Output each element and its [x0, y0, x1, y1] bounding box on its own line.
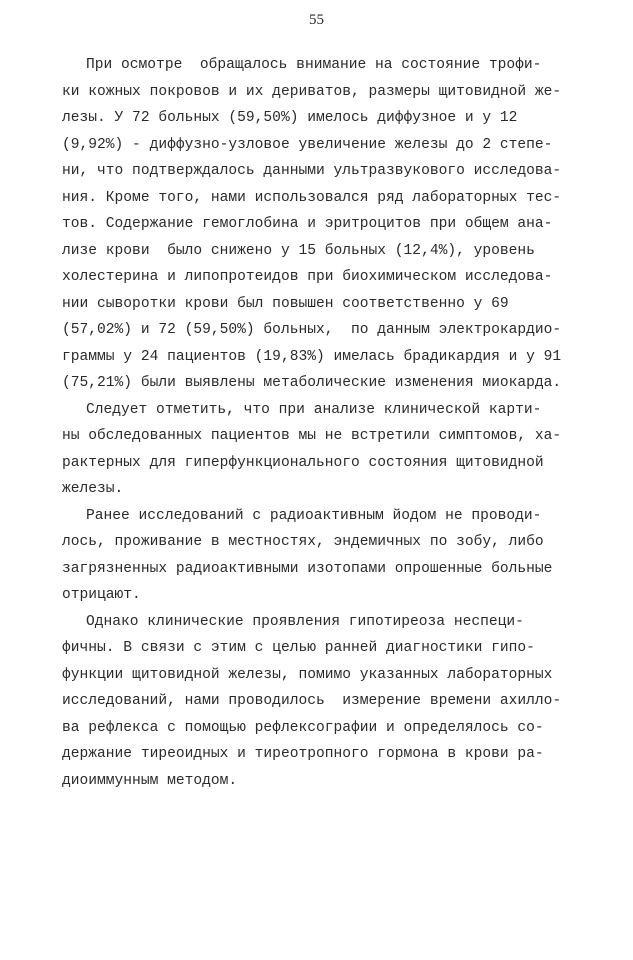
- text-line: (57,02%) и 72 (59,50%) больных, по данным электрокардио-: [62, 322, 562, 338]
- text-line: Ранее исследований с радиоактивным йодом не проводи-: [86, 507, 542, 524]
- text-line: ния. Кроме того, нами использовался ряд лабораторных тес-: [62, 189, 562, 206]
- text-line: загрязненных радиоактивными изотопами опрошенные больные: [62, 560, 553, 577]
- paragraph: [62, 397, 602, 503]
- paragraph: [62, 503, 602, 609]
- text-line: холестерина и липопротеидов при биохимическом исследова-: [62, 269, 553, 285]
- text-line: рактерных для гиперфункционального состояния щитовидной: [62, 454, 544, 471]
- paragraph: [62, 52, 602, 397]
- text-line: лизе крови было снижено у 15 больных (12,4%), уровень: [62, 242, 535, 259]
- text-line: диоиммунным методом.: [62, 772, 238, 789]
- text-line: держание тиреоидных и тиреотропного гормона в крови ра-: [62, 746, 544, 762]
- paragraph: [62, 609, 602, 795]
- text-line: ны обследованных пациентов мы не встретили симптомов, ха-: [62, 428, 562, 444]
- text-line: исследований, нами проводилось измерение времени ахилло-: [62, 693, 562, 709]
- text-line: ки кожных покровов и их дериватов, размеры щитовидной же-: [62, 83, 562, 100]
- text-line: граммы у 24 пациентов (19,83%) имелась брадикардия и у 91: [62, 348, 562, 365]
- document-body: [62, 52, 602, 794]
- text-line: ни, что подтверждалось данными ультразвукового исследова-: [62, 163, 562, 179]
- page-number: 55: [309, 12, 324, 28]
- text-line: нии сыворотки крови был повышен соответственно у 69: [62, 295, 509, 312]
- text-line: отрицают.: [62, 587, 141, 603]
- text-line: лось, проживание в местностях, эндемичных по зобу, либо: [62, 534, 544, 550]
- text-line: Следует отметить, что при анализе клинической карти-: [86, 401, 542, 418]
- text-line: железы.: [62, 481, 124, 497]
- text-line: (75,21%) были выявлены метаболические изменения миокарда.: [62, 375, 562, 391]
- text-line: ва рефлекса с помощью рефлексографии и определялось со-: [62, 719, 544, 736]
- text-line: функции щитовидной железы, помимо указанных лабораторных: [62, 666, 553, 683]
- text-line: фичны. В связи с этим с целью ранней диагностики гипо-: [62, 640, 535, 656]
- text-line: Однако клинические проявления гипотиреоза неспеци-: [86, 613, 524, 630]
- text-line: лезы. У 72 больных (59,50%) имелось диффузное и у 12: [62, 110, 518, 126]
- text-line: тов. Содержание гемоглобина и эритроцитов при общем ана-: [62, 216, 553, 232]
- text-line: (9,92%) - диффузно-узловое увеличение железы до 2 степе-: [62, 136, 553, 153]
- text-line: При осмотре обращалось внимание на состояние трофи-: [86, 57, 542, 73]
